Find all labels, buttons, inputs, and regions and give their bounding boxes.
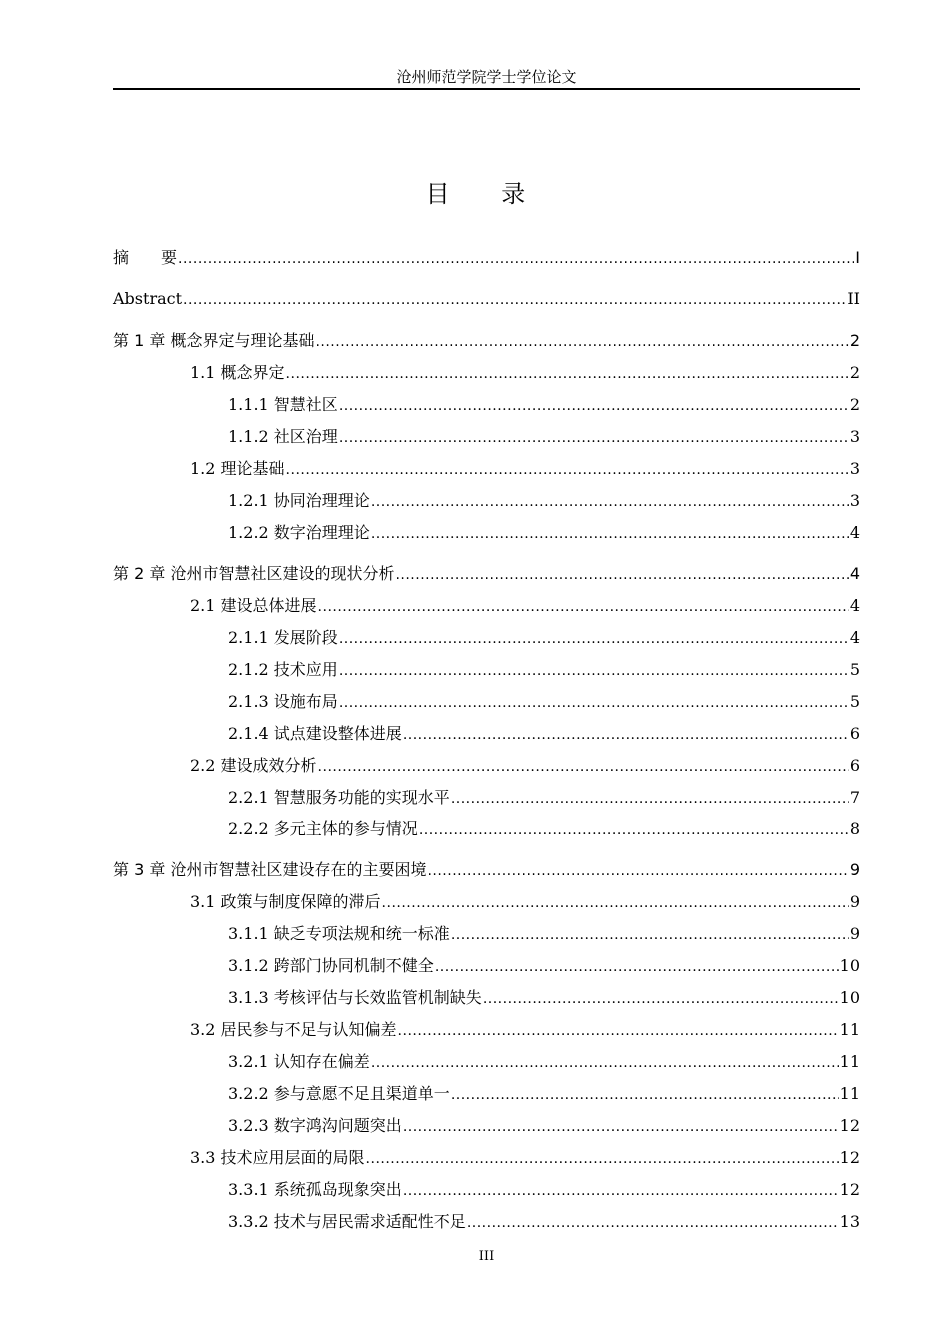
toc-entry-label: 3.1.1 缺乏专项法规和统一标准 xyxy=(228,924,450,943)
toc-entry[interactable] xyxy=(228,923,860,945)
toc-entry-page: 10 xyxy=(839,988,860,1007)
toc-entry-label: 1.1.1 智慧社区 xyxy=(228,395,338,414)
toc-entry-page: 4 xyxy=(849,596,860,615)
toc-entry-page: 10 xyxy=(839,956,860,975)
toc-entry[interactable] xyxy=(228,987,860,1009)
toc-entry-label: Abstract xyxy=(113,289,183,308)
toc-entry[interactable] xyxy=(113,563,860,585)
toc-entry-page: 3 xyxy=(849,427,860,446)
dot-leader xyxy=(483,988,839,1010)
toc-entry-page: 9 xyxy=(849,860,860,879)
dot-leader xyxy=(371,1052,839,1074)
toc-entry-label: 第 3 章 沧州市智慧社区建设存在的主要困境 xyxy=(113,860,427,879)
toc-entry[interactable] xyxy=(228,627,860,649)
toc-entry[interactable] xyxy=(228,691,860,713)
toc-entry-page: 5 xyxy=(849,660,860,679)
toc-entry[interactable] xyxy=(228,1083,860,1105)
toc-entry[interactable] xyxy=(228,1211,860,1233)
toc-entry-label: 2.2 建设成效分析 xyxy=(190,756,317,775)
dot-leader xyxy=(467,1212,839,1234)
dot-leader xyxy=(371,523,849,545)
toc-entry-label: 3.2 居民参与不足与认知偏差 xyxy=(190,1020,397,1039)
page-number: III xyxy=(478,1249,495,1264)
toc-entry-page: 4 xyxy=(849,523,860,542)
toc-entry[interactable] xyxy=(190,1019,860,1041)
toc-entry-page: 2 xyxy=(849,331,860,350)
toc-entry-page: 6 xyxy=(849,756,860,775)
toc-entry[interactable] xyxy=(190,891,860,913)
toc-entry-page: 5 xyxy=(849,692,860,711)
toc-entry-page: 9 xyxy=(849,924,860,943)
dot-leader xyxy=(339,427,849,449)
toc-entry[interactable] xyxy=(228,426,860,448)
toc-title: 目 录 xyxy=(425,180,548,208)
toc-entry-page: 9 xyxy=(849,892,860,911)
toc-entry-page: 4 xyxy=(849,628,860,647)
dot-leader xyxy=(382,892,849,914)
toc-entry-page: 7 xyxy=(849,788,860,807)
toc-entry-label: 3.1.2 跨部门协同机制不健全 xyxy=(228,956,434,975)
toc-entry-page: 4 xyxy=(849,564,860,583)
dot-leader xyxy=(286,459,849,481)
dot-leader xyxy=(178,248,854,270)
dot-leader xyxy=(315,331,848,353)
dot-leader xyxy=(398,1020,839,1042)
toc-entry[interactable] xyxy=(228,818,860,840)
toc-entry-label: 第 2 章 沧州市智慧社区建设的现状分析 xyxy=(113,564,395,583)
toc-entry-label: 1.2 理论基础 xyxy=(190,459,285,478)
toc-entry[interactable] xyxy=(190,755,860,777)
toc-entry-page: 12 xyxy=(839,1116,860,1135)
toc-entry[interactable] xyxy=(228,522,860,544)
dot-leader xyxy=(339,660,849,682)
dot-leader xyxy=(451,788,849,810)
toc-entry-label: 1.1 概念界定 xyxy=(190,363,285,382)
toc-entry-label: 1.2.2 数字治理理论 xyxy=(228,523,370,542)
toc-entry-label: 第 1 章 概念界定与理论基础 xyxy=(113,331,315,350)
toc-entry-label: 1.2.1 协同治理理论 xyxy=(228,491,370,510)
dot-leader xyxy=(339,692,849,714)
toc-entry-label: 摘 要 xyxy=(113,248,178,267)
dot-leader xyxy=(403,724,849,746)
toc-entry-page: 6 xyxy=(849,724,860,743)
toc-entry-label: 2.1 建设总体进展 xyxy=(190,596,317,615)
dot-leader xyxy=(435,956,839,978)
toc-entry-page: 13 xyxy=(839,1212,860,1231)
toc-entry-label: 2.1.1 发展阶段 xyxy=(228,628,338,647)
toc-entry[interactable] xyxy=(113,330,860,352)
header-rule xyxy=(113,88,860,90)
toc-entry-page: 3 xyxy=(849,459,860,478)
toc-entry[interactable] xyxy=(228,1115,860,1137)
toc-entry-label: 2.1.3 设施布局 xyxy=(228,692,338,711)
toc-entry-label: 3.2.1 认知存在偏差 xyxy=(228,1052,370,1071)
dot-leader xyxy=(451,1084,839,1106)
dot-leader xyxy=(318,596,849,618)
toc-entry-label: 3.1.3 考核评估与长效监管机制缺失 xyxy=(228,988,482,1007)
dot-leader xyxy=(371,491,849,513)
toc-entry[interactable] xyxy=(228,787,860,809)
dot-leader xyxy=(183,289,846,311)
toc-entry-label: 2.1.2 技术应用 xyxy=(228,660,338,679)
toc-entry-label: 2.2.1 智慧服务功能的实现水平 xyxy=(228,788,450,807)
toc-entry-label: 1.1.2 社区治理 xyxy=(228,427,338,446)
dot-leader xyxy=(403,1180,839,1202)
toc-entry[interactable] xyxy=(190,362,860,384)
toc-entry-label: 2.1.4 试点建设整体进展 xyxy=(228,724,402,743)
toc-entry-label: 3.3 技术应用层面的局限 xyxy=(190,1148,365,1167)
toc-entry-page: 11 xyxy=(839,1020,860,1039)
toc-entry-page: 12 xyxy=(839,1148,860,1167)
toc-entry[interactable] xyxy=(190,458,860,480)
dot-leader xyxy=(339,628,849,650)
toc-entry[interactable] xyxy=(190,1147,860,1169)
toc-entry-label: 3.1 政策与制度保障的滞后 xyxy=(190,892,381,911)
toc-entry-page: 2 xyxy=(849,363,860,382)
toc-entry[interactable] xyxy=(113,859,860,881)
toc-entry[interactable] xyxy=(228,955,860,977)
toc-entry-page: 11 xyxy=(839,1052,860,1071)
toc-entry-page: 11 xyxy=(839,1084,860,1103)
toc-entry-page: 3 xyxy=(849,491,860,510)
dot-leader xyxy=(286,363,849,385)
dot-leader xyxy=(366,1148,839,1170)
toc-entry-label: 3.3.2 技术与居民需求适配性不足 xyxy=(228,1212,466,1231)
toc-entry-page: 2 xyxy=(849,395,860,414)
toc-entry[interactable] xyxy=(228,490,860,512)
toc-entry[interactable] xyxy=(228,723,860,745)
toc-entry-page: 12 xyxy=(839,1180,860,1199)
dot-leader xyxy=(427,860,848,882)
toc-entry-page: II xyxy=(847,289,860,308)
toc-entry-label: 2.2.2 多元主体的参与情况 xyxy=(228,819,418,838)
dot-leader xyxy=(451,924,849,946)
toc-entry[interactable] xyxy=(228,1051,860,1073)
toc-entry-label: 3.3.1 系统孤岛现象突出 xyxy=(228,1180,402,1199)
toc-entry[interactable] xyxy=(228,1179,860,1201)
toc-entry-label: 3.2.2 参与意愿不足且渠道单一 xyxy=(228,1084,450,1103)
toc-entry-label: 3.2.3 数字鸿沟问题突出 xyxy=(228,1116,402,1135)
toc-entry-page: 8 xyxy=(849,819,860,838)
dot-leader xyxy=(318,756,849,778)
running-header: 沧州师范学院学士学位论文 xyxy=(396,68,577,86)
dot-leader xyxy=(403,1116,839,1138)
dot-leader xyxy=(395,564,848,586)
toc-entry[interactable] xyxy=(190,595,860,617)
toc-entry-page: I xyxy=(855,248,860,267)
toc-entry[interactable] xyxy=(228,659,860,681)
dot-leader xyxy=(419,819,849,841)
toc-entry[interactable] xyxy=(113,247,860,269)
dot-leader xyxy=(339,395,849,417)
toc-entry[interactable] xyxy=(113,288,860,310)
toc-entry[interactable] xyxy=(228,394,860,416)
